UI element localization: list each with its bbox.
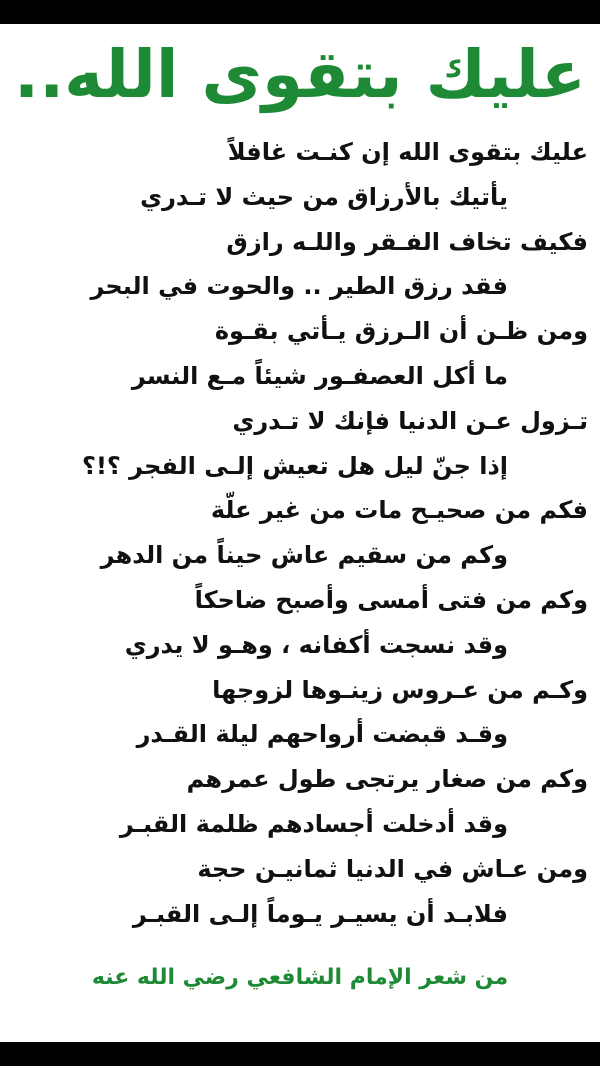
- verse-line: وكـم من عـروس زينـوها لزوجها: [212, 675, 588, 704]
- verse-line: فكم من صحيـح مات من غير علّة: [210, 496, 588, 525]
- verse-line: تـزول عـن الدنيا فإنك لا تـدري: [232, 406, 588, 435]
- verse-line: وقد أدخلت أجسادهم ظلمة القبـر: [119, 809, 508, 838]
- verse-line: ما أكل العصفـور شيئاً مـع النسر: [131, 361, 508, 390]
- verse-line: وقد نسجت أكفانه ، وهـو لا يدري: [124, 630, 508, 659]
- top-black-bar: [0, 0, 600, 24]
- verse-line: وقـد قبضت أرواحهم ليلة القـدر: [136, 720, 508, 749]
- verse-line: وكم من فتى أمسى وأصبح ضاحكاً: [194, 585, 588, 614]
- verse-line: فكيف تخاف الفـقر واللـه رازق: [226, 227, 588, 256]
- verse-line: عليك بتقوى الله إن كنـت غافلاً: [227, 138, 588, 166]
- verse-line: فلابـد أن يسيـر يـوماً إلـى القبـر: [132, 899, 508, 928]
- verse-line: يأتيك بالأرزاق من حيث لا تـدري: [140, 182, 508, 211]
- poem-verses: [0, 130, 600, 936]
- verse-line: ومن عـاش في الدنيا ثمانيـن حجة: [197, 854, 588, 883]
- verse-line: إذا جنّ ليل هل تعيش إلـى الفجر ؟!؟: [82, 451, 508, 480]
- page-title: عليك بتقوى الله..: [14, 36, 586, 113]
- verse-line: فقد رزق الطير .. والحوت في البحر: [90, 272, 508, 301]
- bottom-black-bar: [0, 1042, 600, 1066]
- verse-line: ومن ظـن أن الـرزق يـأتي بقـوة: [214, 317, 588, 346]
- verse-line: وكم من سقيم عاش حيناً من الدهر: [100, 541, 508, 570]
- poem-attribution: من شعر الإمام الشافعي رضي الله عنه: [91, 965, 509, 990]
- verse-line: وكم من صغار يرتجى طول عمرهم: [186, 765, 588, 794]
